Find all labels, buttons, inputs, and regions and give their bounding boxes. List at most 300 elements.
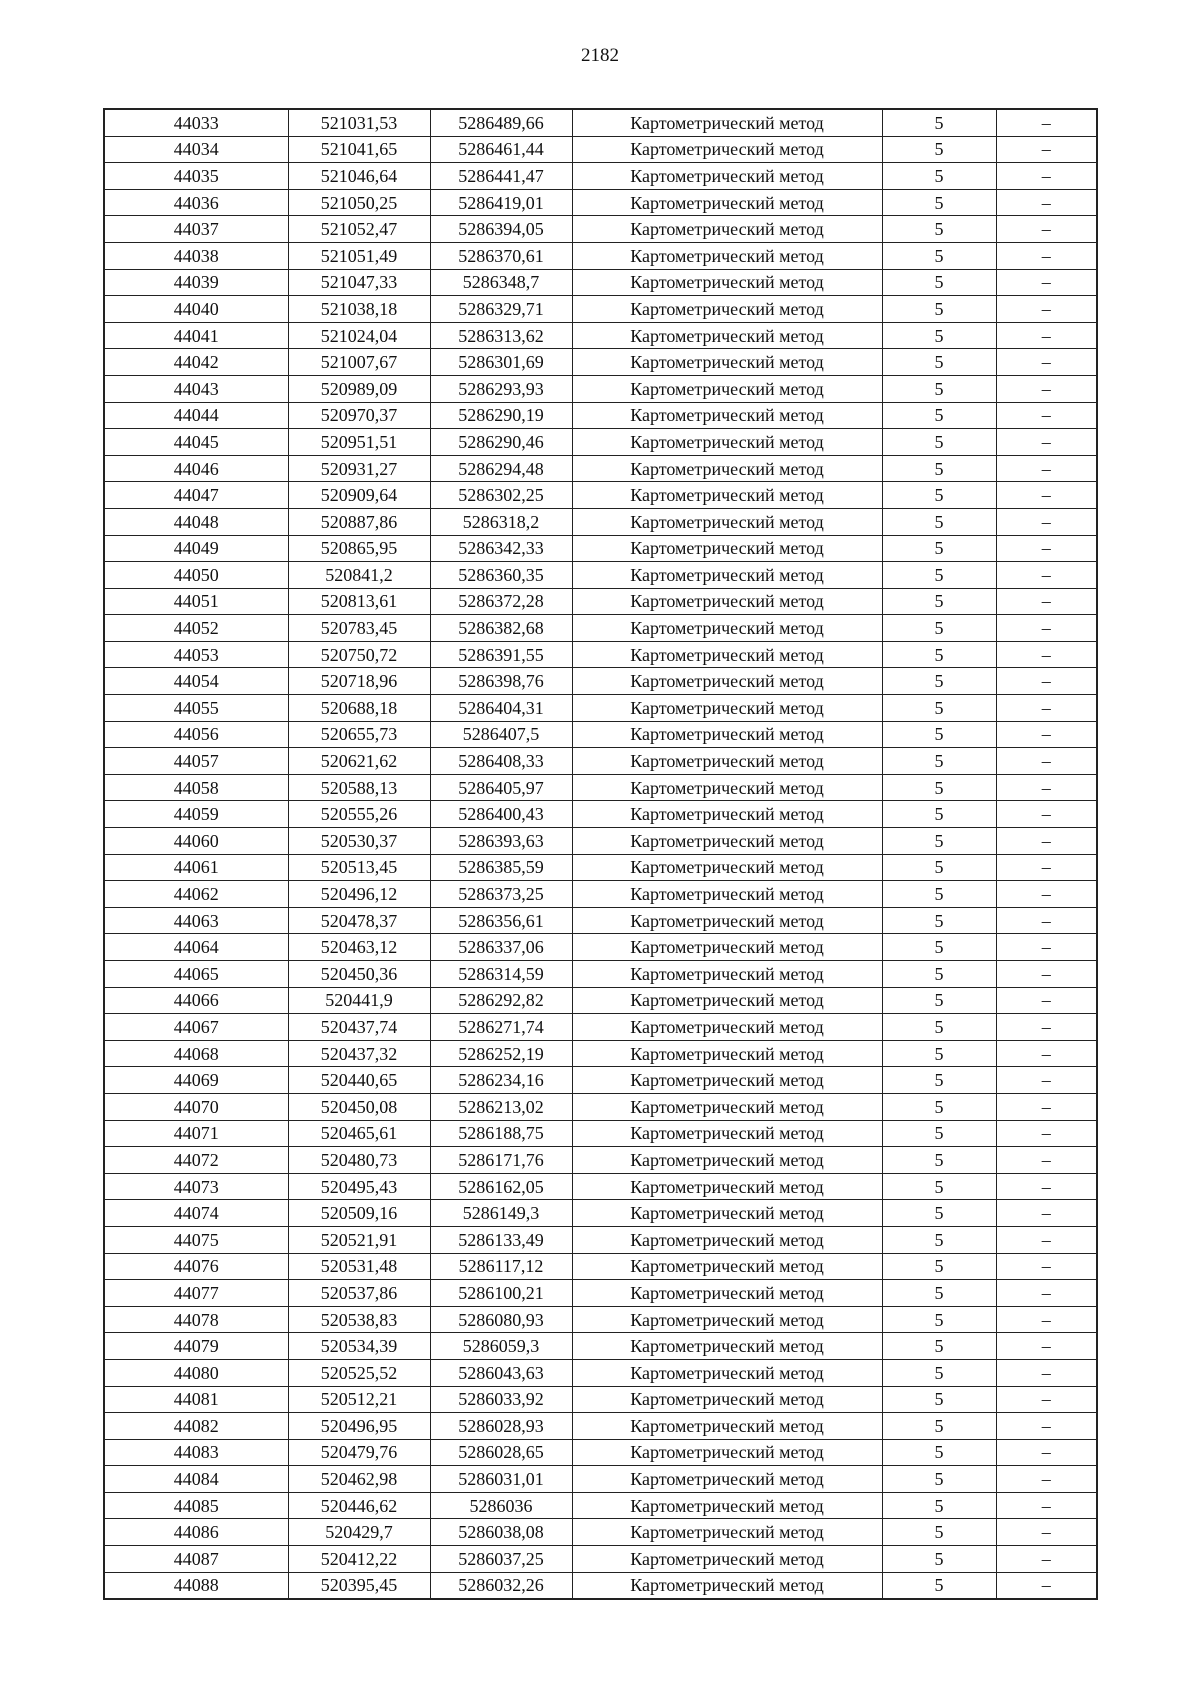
y-coordinate-cell: 5286294,48	[430, 455, 572, 482]
method-cell: Картометрический метод	[572, 1492, 882, 1519]
method-cell: Картометрический метод	[572, 1014, 882, 1041]
y-coordinate-cell: 5286080,93	[430, 1306, 572, 1333]
table-row	[104, 562, 1097, 589]
table-row	[104, 375, 1097, 402]
description-cell: –	[996, 1306, 1097, 1333]
accuracy-cell: 5	[882, 854, 996, 881]
method-cell: Картометрический метод	[572, 1067, 882, 1094]
accuracy-cell: 5	[882, 1386, 996, 1413]
y-coordinate-cell: 5286370,61	[430, 242, 572, 269]
method-cell: Картометрический метод	[572, 242, 882, 269]
description-cell: –	[996, 1333, 1097, 1360]
table-row	[104, 1173, 1097, 1200]
x-coordinate-cell: 521038,18	[288, 296, 430, 323]
description-cell: –	[996, 641, 1097, 668]
table-row	[104, 934, 1097, 961]
description-cell: –	[996, 508, 1097, 535]
accuracy-cell: 5	[882, 109, 996, 136]
point-number-cell: 44075	[104, 1226, 288, 1253]
method-cell: Картометрический метод	[572, 1226, 882, 1253]
method-cell: Картометрический метод	[572, 907, 882, 934]
accuracy-cell: 5	[882, 322, 996, 349]
point-number-cell: 44082	[104, 1413, 288, 1440]
point-number-cell: 44038	[104, 242, 288, 269]
point-number-cell: 44069	[104, 1067, 288, 1094]
y-coordinate-cell: 5286171,76	[430, 1147, 572, 1174]
x-coordinate-cell: 520555,26	[288, 801, 430, 828]
description-cell: –	[996, 721, 1097, 748]
accuracy-cell: 5	[882, 801, 996, 828]
method-cell: Картометрический метод	[572, 774, 882, 801]
y-coordinate-cell: 5286038,08	[430, 1519, 572, 1546]
table-row	[104, 1519, 1097, 1546]
method-cell: Картометрический метод	[572, 934, 882, 961]
point-number-cell: 44079	[104, 1333, 288, 1360]
description-cell: –	[996, 1173, 1097, 1200]
point-number-cell: 44054	[104, 668, 288, 695]
table-row	[104, 535, 1097, 562]
accuracy-cell: 5	[882, 482, 996, 509]
y-coordinate-cell: 5286033,92	[430, 1386, 572, 1413]
y-coordinate-cell: 5286356,61	[430, 907, 572, 934]
accuracy-cell: 5	[882, 562, 996, 589]
method-cell: Картометрический метод	[572, 801, 882, 828]
accuracy-cell: 5	[882, 1280, 996, 1307]
x-coordinate-cell: 520509,16	[288, 1200, 430, 1227]
point-number-cell: 44064	[104, 934, 288, 961]
accuracy-cell: 5	[882, 1466, 996, 1493]
page-number: 2182	[581, 45, 619, 66]
y-coordinate-cell: 5286117,12	[430, 1253, 572, 1280]
y-coordinate-cell: 5286391,55	[430, 641, 572, 668]
point-number-cell: 44073	[104, 1173, 288, 1200]
description-cell: –	[996, 1359, 1097, 1386]
accuracy-cell: 5	[882, 216, 996, 243]
y-coordinate-cell: 5286059,3	[430, 1333, 572, 1360]
method-cell: Картометрический метод	[572, 482, 882, 509]
method-cell: Картометрический метод	[572, 189, 882, 216]
x-coordinate-cell: 520621,62	[288, 748, 430, 775]
method-cell: Картометрический метод	[572, 1093, 882, 1120]
point-number-cell: 44078	[104, 1306, 288, 1333]
method-cell: Картометрический метод	[572, 455, 882, 482]
accuracy-cell: 5	[882, 695, 996, 722]
method-cell: Картометрический метод	[572, 322, 882, 349]
x-coordinate-cell: 520931,27	[288, 455, 430, 482]
method-cell: Картометрический метод	[572, 987, 882, 1014]
y-coordinate-cell: 5286213,02	[430, 1093, 572, 1120]
point-number-cell: 44077	[104, 1280, 288, 1307]
description-cell: –	[996, 1067, 1097, 1094]
method-cell: Картометрический метод	[572, 1253, 882, 1280]
description-cell: –	[996, 216, 1097, 243]
accuracy-cell: 5	[882, 1226, 996, 1253]
accuracy-cell: 5	[882, 1306, 996, 1333]
description-cell: –	[996, 1040, 1097, 1067]
point-number-cell: 44056	[104, 721, 288, 748]
point-number-cell: 44086	[104, 1519, 288, 1546]
table-row	[104, 721, 1097, 748]
method-cell: Картометрический метод	[572, 296, 882, 323]
x-coordinate-cell: 520429,7	[288, 1519, 430, 1546]
table-row	[104, 269, 1097, 296]
x-coordinate-cell: 520588,13	[288, 774, 430, 801]
table-row	[104, 1333, 1097, 1360]
point-number-cell: 44066	[104, 987, 288, 1014]
y-coordinate-cell: 5286293,93	[430, 375, 572, 402]
description-cell: –	[996, 695, 1097, 722]
y-coordinate-cell: 5286398,76	[430, 668, 572, 695]
description-cell: –	[996, 349, 1097, 376]
table-row	[104, 854, 1097, 881]
y-coordinate-cell: 5286382,68	[430, 615, 572, 642]
point-number-cell: 44074	[104, 1200, 288, 1227]
accuracy-cell: 5	[882, 668, 996, 695]
table-row	[104, 1067, 1097, 1094]
description-cell: –	[996, 429, 1097, 456]
point-number-cell: 44042	[104, 349, 288, 376]
table-row	[104, 1439, 1097, 1466]
description-cell: –	[996, 1147, 1097, 1174]
point-number-cell: 44067	[104, 1014, 288, 1041]
x-coordinate-cell: 521024,04	[288, 322, 430, 349]
x-coordinate-cell: 520655,73	[288, 721, 430, 748]
y-coordinate-cell: 5286271,74	[430, 1014, 572, 1041]
table-row	[104, 1413, 1097, 1440]
table-row	[104, 907, 1097, 934]
description-cell: –	[996, 748, 1097, 775]
x-coordinate-cell: 520841,2	[288, 562, 430, 589]
x-coordinate-cell: 520446,62	[288, 1492, 430, 1519]
description-cell: –	[996, 402, 1097, 429]
table-row	[104, 322, 1097, 349]
x-coordinate-cell: 520437,32	[288, 1040, 430, 1067]
method-cell: Картометрический метод	[572, 402, 882, 429]
accuracy-cell: 5	[882, 961, 996, 988]
point-number-cell: 44043	[104, 375, 288, 402]
y-coordinate-cell: 5286252,19	[430, 1040, 572, 1067]
method-cell: Картометрический метод	[572, 535, 882, 562]
table-row	[104, 801, 1097, 828]
table-row	[104, 136, 1097, 163]
accuracy-cell: 5	[882, 1093, 996, 1120]
x-coordinate-cell: 520395,45	[288, 1572, 430, 1599]
description-cell: –	[996, 1439, 1097, 1466]
point-number-cell: 44047	[104, 482, 288, 509]
point-number-cell: 44041	[104, 322, 288, 349]
x-coordinate-cell: 521050,25	[288, 189, 430, 216]
description-cell: –	[996, 1093, 1097, 1120]
accuracy-cell: 5	[882, 189, 996, 216]
x-coordinate-cell: 520450,08	[288, 1093, 430, 1120]
method-cell: Картометрический метод	[572, 1280, 882, 1307]
accuracy-cell: 5	[882, 907, 996, 934]
x-coordinate-cell: 520462,98	[288, 1466, 430, 1493]
table-row	[104, 961, 1097, 988]
method-cell: Картометрический метод	[572, 508, 882, 535]
x-coordinate-cell: 520688,18	[288, 695, 430, 722]
accuracy-cell: 5	[882, 1546, 996, 1573]
point-number-cell: 44048	[104, 508, 288, 535]
x-coordinate-cell: 520479,76	[288, 1439, 430, 1466]
method-cell: Картометрический метод	[572, 1546, 882, 1573]
accuracy-cell: 5	[882, 455, 996, 482]
method-cell: Картометрический метод	[572, 375, 882, 402]
table-row	[104, 189, 1097, 216]
y-coordinate-cell: 5286037,25	[430, 1546, 572, 1573]
y-coordinate-cell: 5286461,44	[430, 136, 572, 163]
x-coordinate-cell: 520495,43	[288, 1173, 430, 1200]
x-coordinate-cell: 520465,61	[288, 1120, 430, 1147]
y-coordinate-cell: 5286032,26	[430, 1572, 572, 1599]
point-number-cell: 44034	[104, 136, 288, 163]
table-row	[104, 402, 1097, 429]
description-cell: –	[996, 375, 1097, 402]
y-coordinate-cell: 5286149,3	[430, 1200, 572, 1227]
y-coordinate-cell: 5286314,59	[430, 961, 572, 988]
table-row	[104, 1200, 1097, 1227]
method-cell: Картометрический метод	[572, 109, 882, 136]
accuracy-cell: 5	[882, 535, 996, 562]
method-cell: Картометрический метод	[572, 1519, 882, 1546]
accuracy-cell: 5	[882, 1173, 996, 1200]
point-number-cell: 44050	[104, 562, 288, 589]
accuracy-cell: 5	[882, 1040, 996, 1067]
y-coordinate-cell: 5286162,05	[430, 1173, 572, 1200]
description-cell: –	[996, 535, 1097, 562]
table-row	[104, 1093, 1097, 1120]
point-number-cell: 44080	[104, 1359, 288, 1386]
accuracy-cell: 5	[882, 615, 996, 642]
accuracy-cell: 5	[882, 1439, 996, 1466]
y-coordinate-cell: 5286290,19	[430, 402, 572, 429]
table-row	[104, 1572, 1097, 1599]
description-cell: –	[996, 1120, 1097, 1147]
method-cell: Картометрический метод	[572, 1333, 882, 1360]
x-coordinate-cell: 520521,91	[288, 1226, 430, 1253]
description-cell: –	[996, 163, 1097, 190]
point-number-cell: 44055	[104, 695, 288, 722]
method-cell: Картометрический метод	[572, 668, 882, 695]
y-coordinate-cell: 5286407,5	[430, 721, 572, 748]
accuracy-cell: 5	[882, 508, 996, 535]
point-number-cell: 44071	[104, 1120, 288, 1147]
table-row	[104, 109, 1097, 136]
method-cell: Картометрический метод	[572, 1466, 882, 1493]
description-cell: –	[996, 907, 1097, 934]
table-row	[104, 1253, 1097, 1280]
y-coordinate-cell: 5286394,05	[430, 216, 572, 243]
accuracy-cell: 5	[882, 1519, 996, 1546]
y-coordinate-cell: 5286408,33	[430, 748, 572, 775]
x-coordinate-cell: 521041,65	[288, 136, 430, 163]
y-coordinate-cell: 5286337,06	[430, 934, 572, 961]
accuracy-cell: 5	[882, 987, 996, 1014]
description-cell: –	[996, 455, 1097, 482]
description-cell: –	[996, 987, 1097, 1014]
point-number-cell: 44049	[104, 535, 288, 562]
accuracy-cell: 5	[882, 828, 996, 855]
description-cell: –	[996, 1466, 1097, 1493]
method-cell: Картометрический метод	[572, 1173, 882, 1200]
x-coordinate-cell: 520525,52	[288, 1359, 430, 1386]
table-row	[104, 349, 1097, 376]
x-coordinate-cell: 520538,83	[288, 1306, 430, 1333]
point-number-cell: 44052	[104, 615, 288, 642]
method-cell: Картометрический метод	[572, 695, 882, 722]
coordinates-table	[103, 108, 1098, 1600]
x-coordinate-cell: 520537,86	[288, 1280, 430, 1307]
point-number-cell: 44044	[104, 402, 288, 429]
y-coordinate-cell: 5286188,75	[430, 1120, 572, 1147]
accuracy-cell: 5	[882, 1492, 996, 1519]
method-cell: Картометрический метод	[572, 1386, 882, 1413]
method-cell: Картометрический метод	[572, 1439, 882, 1466]
table-row	[104, 774, 1097, 801]
x-coordinate-cell: 520531,48	[288, 1253, 430, 1280]
y-coordinate-cell: 5286400,43	[430, 801, 572, 828]
y-coordinate-cell: 5286373,25	[430, 881, 572, 908]
accuracy-cell: 5	[882, 1333, 996, 1360]
x-coordinate-cell: 521047,33	[288, 269, 430, 296]
table-row	[104, 1147, 1097, 1174]
y-coordinate-cell: 5286290,46	[430, 429, 572, 456]
accuracy-cell: 5	[882, 349, 996, 376]
description-cell: –	[996, 482, 1097, 509]
y-coordinate-cell: 5286342,33	[430, 535, 572, 562]
x-coordinate-cell: 520887,86	[288, 508, 430, 535]
method-cell: Картометрический метод	[572, 1200, 882, 1227]
y-coordinate-cell: 5286441,47	[430, 163, 572, 190]
description-cell: –	[996, 668, 1097, 695]
y-coordinate-cell: 5286393,63	[430, 828, 572, 855]
method-cell: Картометрический метод	[572, 881, 882, 908]
accuracy-cell: 5	[882, 429, 996, 456]
point-number-cell: 44036	[104, 189, 288, 216]
table-row	[104, 1120, 1097, 1147]
point-number-cell: 44084	[104, 1466, 288, 1493]
x-coordinate-cell: 521052,47	[288, 216, 430, 243]
point-number-cell: 44085	[104, 1492, 288, 1519]
point-number-cell: 44053	[104, 641, 288, 668]
x-coordinate-cell: 521046,64	[288, 163, 430, 190]
x-coordinate-cell: 520478,37	[288, 907, 430, 934]
point-number-cell: 44033	[104, 109, 288, 136]
description-cell: –	[996, 136, 1097, 163]
point-number-cell: 44083	[104, 1439, 288, 1466]
table-row	[104, 1492, 1097, 1519]
x-coordinate-cell: 520437,74	[288, 1014, 430, 1041]
x-coordinate-cell: 520970,37	[288, 402, 430, 429]
y-coordinate-cell: 5286031,01	[430, 1466, 572, 1493]
y-coordinate-cell: 5286302,25	[430, 482, 572, 509]
description-cell: –	[996, 881, 1097, 908]
table-row	[104, 508, 1097, 535]
y-coordinate-cell: 5286318,2	[430, 508, 572, 535]
table-row	[104, 615, 1097, 642]
y-coordinate-cell: 5286313,62	[430, 322, 572, 349]
table-row	[104, 429, 1097, 456]
accuracy-cell: 5	[882, 588, 996, 615]
description-cell: –	[996, 1572, 1097, 1599]
table-row	[104, 1466, 1097, 1493]
method-cell: Картометрический метод	[572, 1359, 882, 1386]
method-cell: Картометрический метод	[572, 562, 882, 589]
table-row	[104, 695, 1097, 722]
point-number-cell: 44076	[104, 1253, 288, 1280]
description-cell: –	[996, 1253, 1097, 1280]
table-row	[104, 163, 1097, 190]
y-coordinate-cell: 5286234,16	[430, 1067, 572, 1094]
x-coordinate-cell: 520534,39	[288, 1333, 430, 1360]
point-number-cell: 44059	[104, 801, 288, 828]
description-cell: –	[996, 1014, 1097, 1041]
method-cell: Картометрический метод	[572, 1572, 882, 1599]
description-cell: –	[996, 854, 1097, 881]
description-cell: –	[996, 1386, 1097, 1413]
y-coordinate-cell: 5286372,28	[430, 588, 572, 615]
description-cell: –	[996, 242, 1097, 269]
description-cell: –	[996, 588, 1097, 615]
accuracy-cell: 5	[882, 721, 996, 748]
description-cell: –	[996, 1492, 1097, 1519]
coordinates-table-body	[104, 109, 1097, 1599]
x-coordinate-cell: 520496,12	[288, 881, 430, 908]
table-row	[104, 1014, 1097, 1041]
x-coordinate-cell: 520496,95	[288, 1413, 430, 1440]
x-coordinate-cell: 520513,45	[288, 854, 430, 881]
accuracy-cell: 5	[882, 1014, 996, 1041]
table-row	[104, 1306, 1097, 1333]
table-row	[104, 1280, 1097, 1307]
x-coordinate-cell: 520412,22	[288, 1546, 430, 1573]
x-coordinate-cell: 520530,37	[288, 828, 430, 855]
table-row	[104, 987, 1097, 1014]
accuracy-cell: 5	[882, 934, 996, 961]
description-cell: –	[996, 1546, 1097, 1573]
y-coordinate-cell: 5286385,59	[430, 854, 572, 881]
x-coordinate-cell: 520865,95	[288, 535, 430, 562]
method-cell: Картометрический метод	[572, 828, 882, 855]
point-number-cell: 44039	[104, 269, 288, 296]
y-coordinate-cell: 5286360,35	[430, 562, 572, 589]
accuracy-cell: 5	[882, 402, 996, 429]
x-coordinate-cell: 520909,64	[288, 482, 430, 509]
accuracy-cell: 5	[882, 242, 996, 269]
method-cell: Картометрический метод	[572, 748, 882, 775]
description-cell: –	[996, 269, 1097, 296]
accuracy-cell: 5	[882, 136, 996, 163]
table-row	[104, 1226, 1097, 1253]
method-cell: Картометрический метод	[572, 349, 882, 376]
point-number-cell: 44035	[104, 163, 288, 190]
method-cell: Картометрический метод	[572, 1040, 882, 1067]
description-cell: –	[996, 1519, 1097, 1546]
accuracy-cell: 5	[882, 881, 996, 908]
accuracy-cell: 5	[882, 1572, 996, 1599]
method-cell: Картометрический метод	[572, 1413, 882, 1440]
accuracy-cell: 5	[882, 748, 996, 775]
y-coordinate-cell: 5286036	[430, 1492, 572, 1519]
method-cell: Картометрический метод	[572, 1147, 882, 1174]
description-cell: –	[996, 801, 1097, 828]
description-cell: –	[996, 109, 1097, 136]
description-cell: –	[996, 562, 1097, 589]
y-coordinate-cell: 5286405,97	[430, 774, 572, 801]
x-coordinate-cell: 520783,45	[288, 615, 430, 642]
x-coordinate-cell: 520512,21	[288, 1386, 430, 1413]
x-coordinate-cell: 520480,73	[288, 1147, 430, 1174]
